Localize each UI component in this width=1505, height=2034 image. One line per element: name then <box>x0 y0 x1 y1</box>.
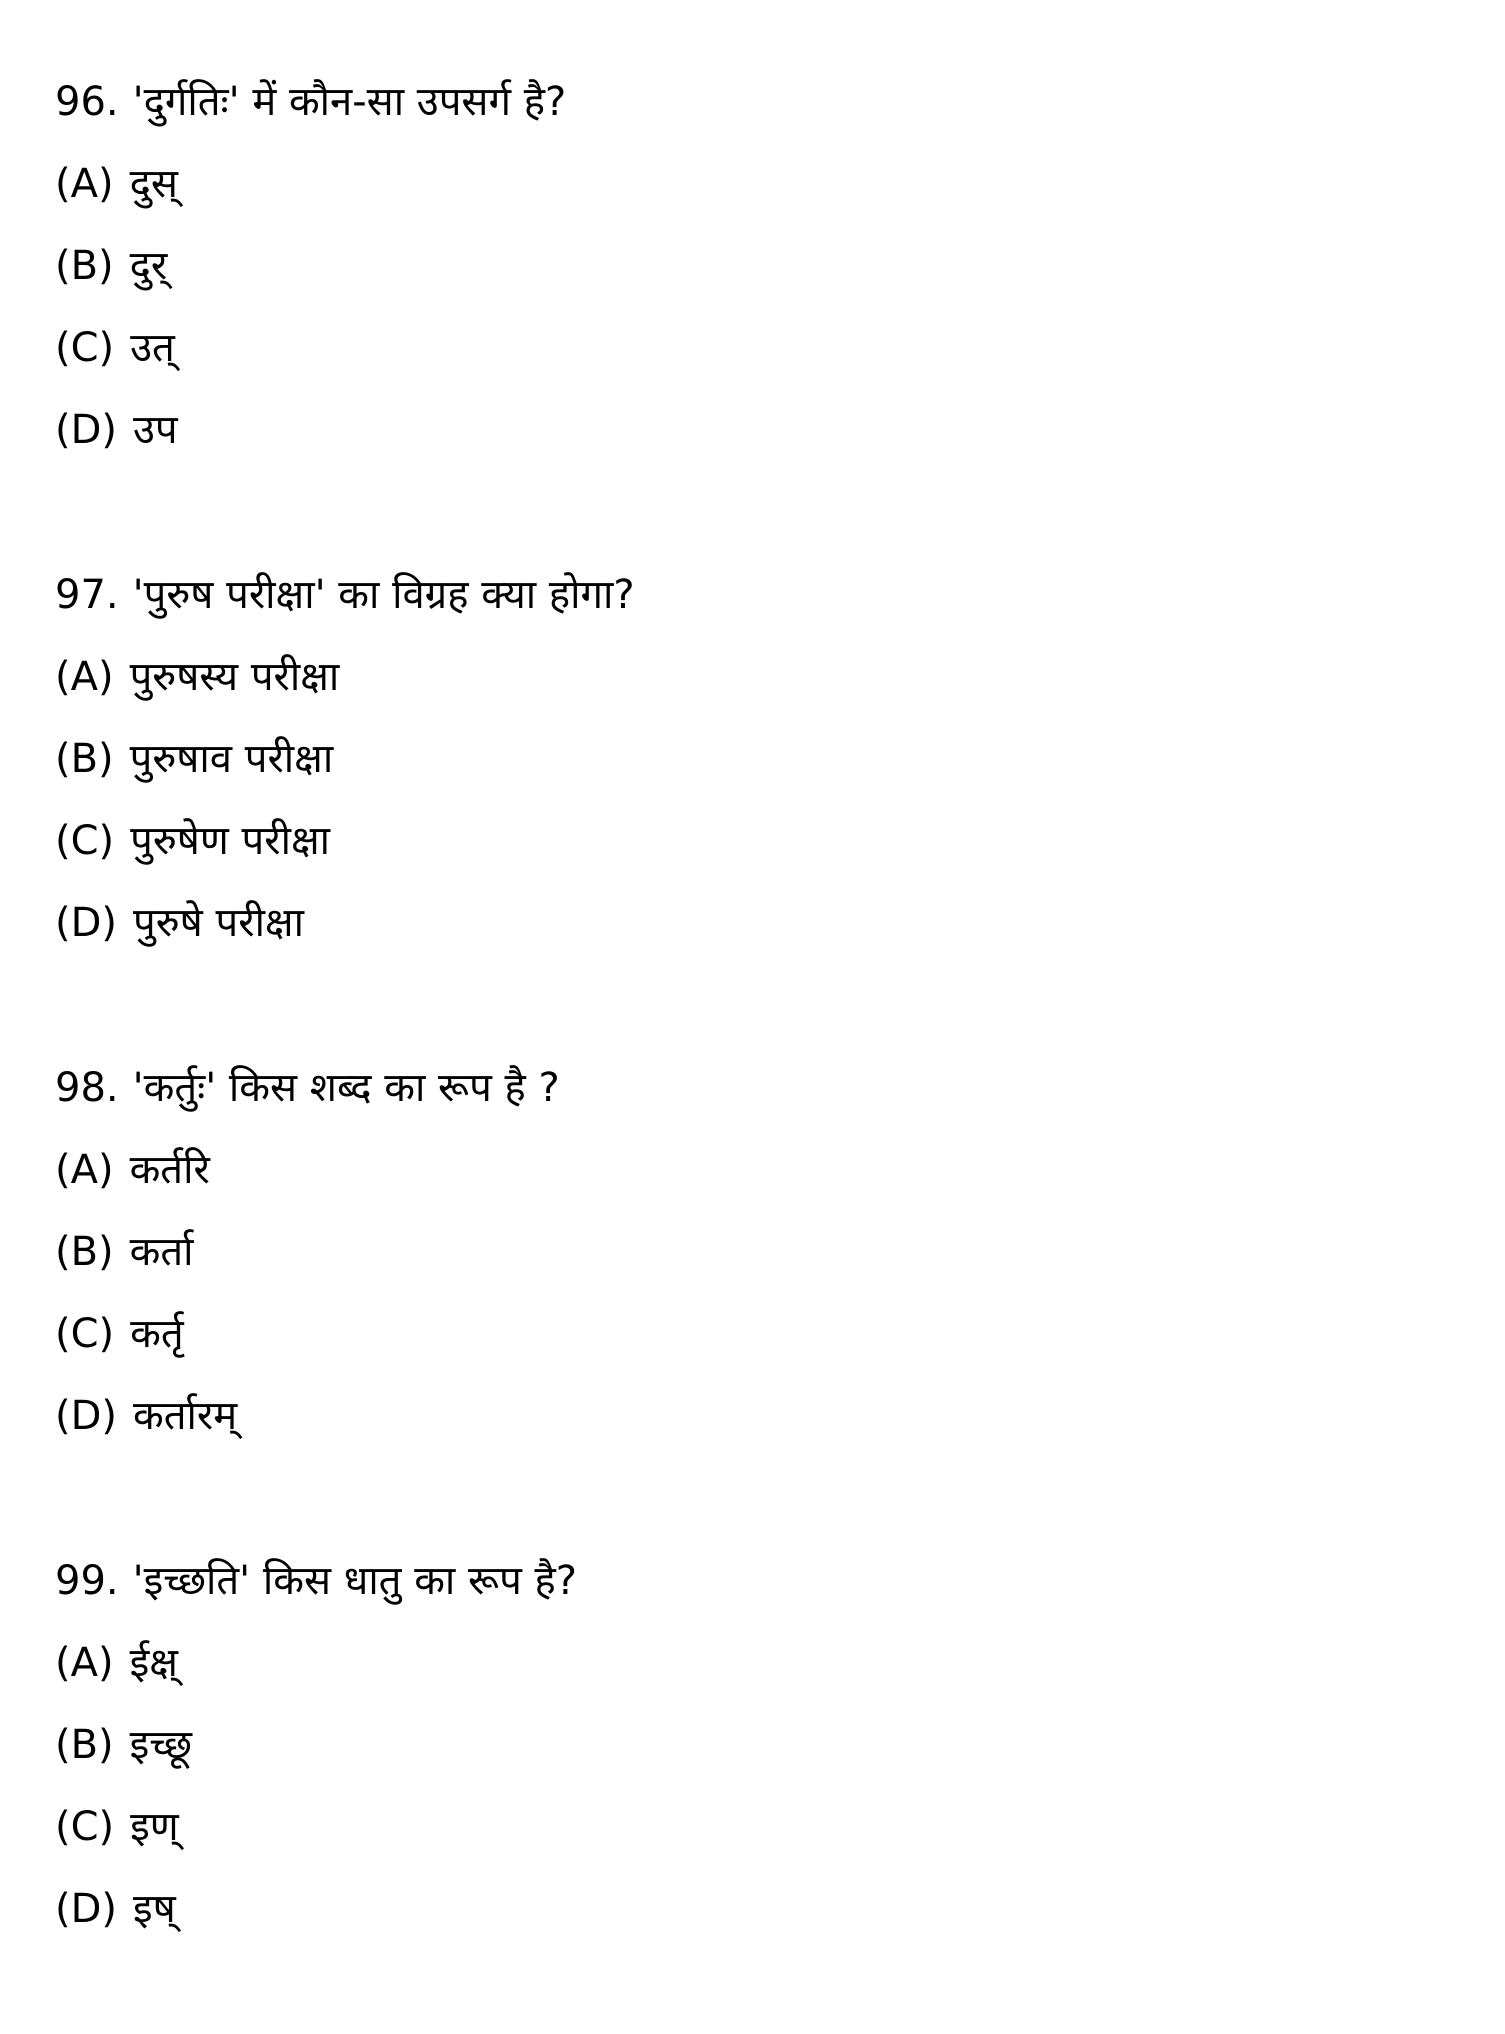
option-a <box>55 1140 1455 1222</box>
option-label: (D) <box>55 407 118 453</box>
option-label: (A) <box>55 654 114 700</box>
option-text: उत् <box>130 325 175 371</box>
question-text: 'दुर्गतिः' में कौन-सा उपसर्ग है? <box>132 79 567 125</box>
option-label: (C) <box>55 818 115 864</box>
option-label: (D) <box>55 1393 118 1439</box>
option-d <box>55 893 1455 975</box>
option-c <box>55 811 1455 893</box>
option-b <box>55 1222 1455 1304</box>
option-label: (D) <box>55 900 118 946</box>
option-label: (D) <box>55 1886 118 1932</box>
option-label: (B) <box>55 243 114 289</box>
option-text: कर्तरि <box>129 1147 210 1193</box>
option-b <box>55 729 1455 811</box>
option-text: पुरुषेण परीक्षा <box>130 818 331 864</box>
option-text: पुरुषस्य परीक्षा <box>129 654 340 700</box>
option-text: कर्तृ <box>130 1311 184 1357</box>
question-99 <box>55 1551 1455 1961</box>
option-label: (A) <box>55 1640 114 1686</box>
option-label: (A) <box>55 1147 114 1193</box>
option-a <box>55 1633 1455 1715</box>
option-text: दुस् <box>129 161 178 207</box>
option-label: (C) <box>55 1311 115 1357</box>
question-number: 97. <box>55 572 119 618</box>
option-label: (B) <box>55 1229 114 1275</box>
option-label: (A) <box>55 161 114 207</box>
option-d <box>55 1879 1455 1961</box>
question-text: 'कर्तुः' किस शब्द का रूप है ? <box>132 1065 560 1111</box>
option-a <box>55 154 1455 236</box>
option-b <box>55 1715 1455 1797</box>
question-98 <box>55 1058 1455 1468</box>
option-text: कर्तारम् <box>133 1393 238 1439</box>
option-b <box>55 236 1455 318</box>
option-text: कर्ता <box>129 1229 194 1275</box>
option-label: (B) <box>55 1722 114 1768</box>
option-text: इष् <box>133 1886 176 1932</box>
option-text: ईक्ष् <box>129 1640 178 1686</box>
question-text-line <box>55 72 1455 154</box>
question-96 <box>55 72 1455 482</box>
question-text-line <box>55 565 1455 647</box>
option-c <box>55 1797 1455 1879</box>
question-97 <box>55 565 1455 975</box>
question-number: 96. <box>55 79 119 125</box>
option-c <box>55 318 1455 400</box>
question-text-line <box>55 1058 1455 1140</box>
option-label: (C) <box>55 1804 115 1850</box>
option-text: पुरुषाव परीक्षा <box>129 736 334 782</box>
option-label: (B) <box>55 736 114 782</box>
option-text: दुर् <box>129 243 168 289</box>
question-number: 98. <box>55 1065 119 1111</box>
option-text: पुरुषे परीक्षा <box>133 900 304 946</box>
option-c <box>55 1304 1455 1386</box>
question-text-line <box>55 1551 1455 1633</box>
option-text: इण् <box>130 1804 179 1850</box>
option-label: (C) <box>55 325 115 371</box>
option-d <box>55 400 1455 482</box>
option-a <box>55 647 1455 729</box>
question-text: 'इच्छति' किस धातु का रूप है? <box>132 1558 577 1604</box>
option-d <box>55 1386 1455 1468</box>
question-number: 99. <box>55 1558 119 1604</box>
option-text: उप <box>133 407 178 453</box>
question-text: 'पुरुष परीक्षा' का विग्रह क्या होगा? <box>132 572 635 618</box>
option-text: इच्छू <box>129 1722 193 1768</box>
